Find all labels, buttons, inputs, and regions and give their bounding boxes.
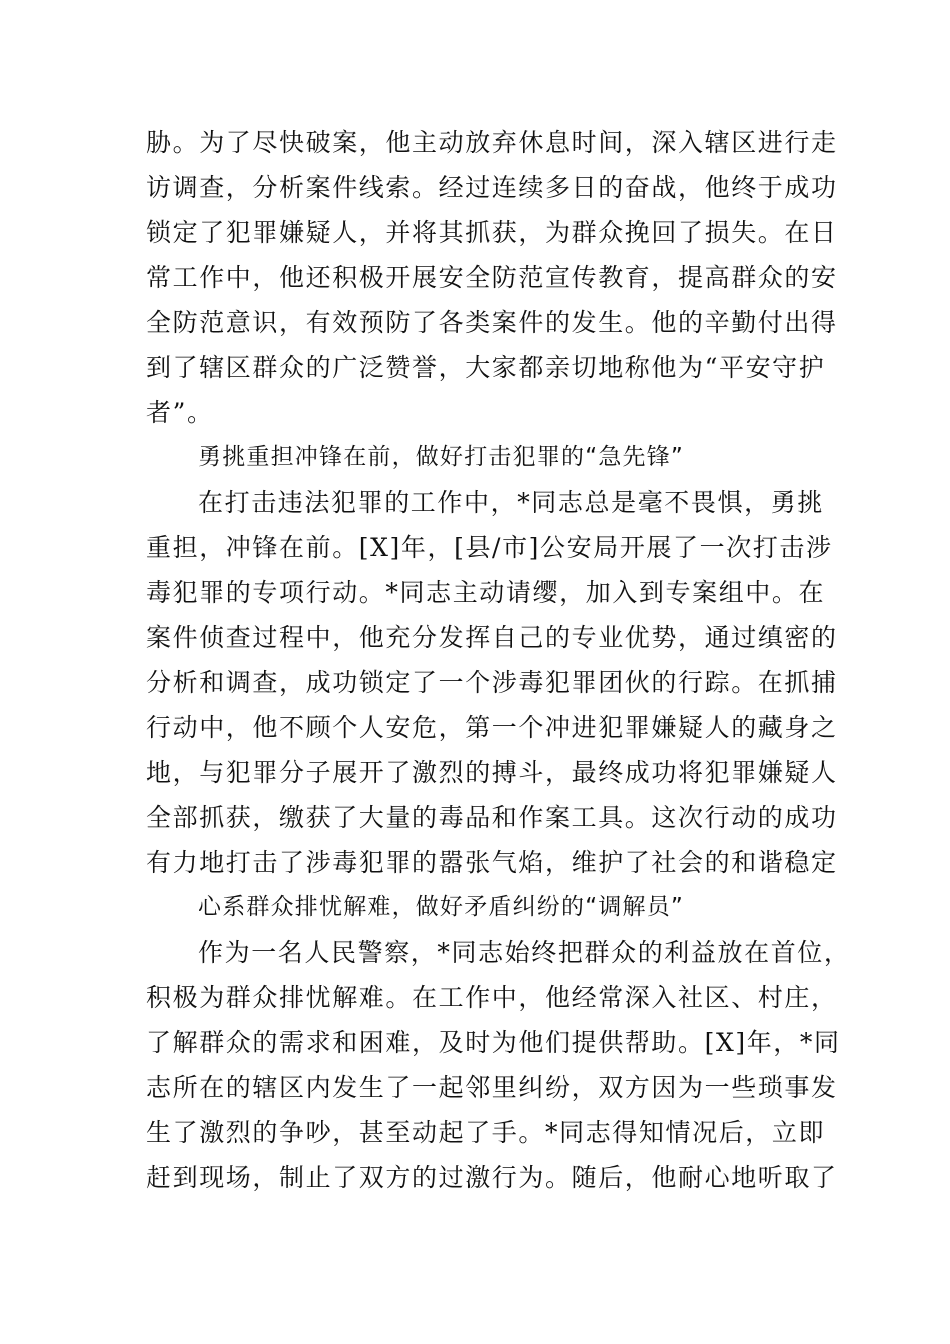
body-line: 全部抓获，缴获了大量的毒品和作案工具。这次行动的成功 xyxy=(146,803,838,832)
section-heading-vanguard: 勇挑重担冲锋在前，做好打击犯罪的“急先锋” xyxy=(198,444,685,470)
paragraph-first-line: 作为一名人民警察，*同志始终把群众的利益放在首位， xyxy=(198,938,851,967)
body-line: 地，与犯罪分子展开了激烈的搏斗，最终成功将犯罪嫌疑人 xyxy=(146,758,838,787)
body-line: 志所在的辖区内发生了一起邻里纠纷，双方因为一些琐事发 xyxy=(146,1073,838,1102)
body-line: 毒犯罪的专项行动。*同志主动请缨，加入到专案组中。在 xyxy=(146,578,826,607)
paragraph-first-line: 在打击违法犯罪的工作中，*同志总是毫不畏惧，勇挑 xyxy=(198,488,824,517)
body-line: 案件侦查过程中，他充分发挥自己的专业优势，通过缜密的 xyxy=(146,623,838,652)
body-line: 全防范意识，有效预防了各类案件的发生。他的辛勤付出得 xyxy=(146,308,838,337)
body-line: 者”。 xyxy=(146,398,214,427)
body-line: 访调查，分析案件线索。经过连续多日的奋战，他终于成功 xyxy=(146,173,838,202)
body-line: 了解群众的需求和困难，及时为他们提供帮助。[X]年，*同 xyxy=(146,1028,841,1057)
body-line: 赶到现场，制止了双方的过激行为。随后，他耐心地听取了 xyxy=(146,1163,838,1192)
body-line: 分析和调查，成功锁定了一个涉毒犯罪团伙的行踪。在抓捕 xyxy=(146,668,838,697)
body-line: 重担，冲锋在前。[X]年，[县/市]公安局开展了一次打击涉 xyxy=(146,533,833,562)
body-line: 有力地打击了涉毒犯罪的嚣张气焰，维护了社会的和谐稳定 xyxy=(146,848,838,877)
body-line: 积极为群众排忧解难。在工作中，他经常深入社区、村庄， xyxy=(146,983,838,1012)
document-body xyxy=(146,120,851,1200)
body-line: 常工作中，他还积极开展安全防范宣传教育，提高群众的安 xyxy=(146,263,838,292)
body-line: 胁。为了尽快破案，他主动放弃休息时间，深入辖区进行走 xyxy=(146,128,838,157)
body-line: 生了激烈的争吵，甚至动起了手。*同志得知情况后，立即 xyxy=(146,1118,826,1147)
section-heading-mediator: 心系群众排忧解难，做好矛盾纠纷的“调解员” xyxy=(198,894,685,920)
body-line: 行动中，他不顾个人安危，第一个冲进犯罪嫌疑人的藏身之 xyxy=(146,713,838,742)
body-line: 到了辖区群众的广泛赞誉，大家都亲切地称他为“平安守护 xyxy=(146,353,826,382)
body-line: 锁定了犯罪嫌疑人，并将其抓获，为群众挽回了损失。在日 xyxy=(146,218,838,247)
